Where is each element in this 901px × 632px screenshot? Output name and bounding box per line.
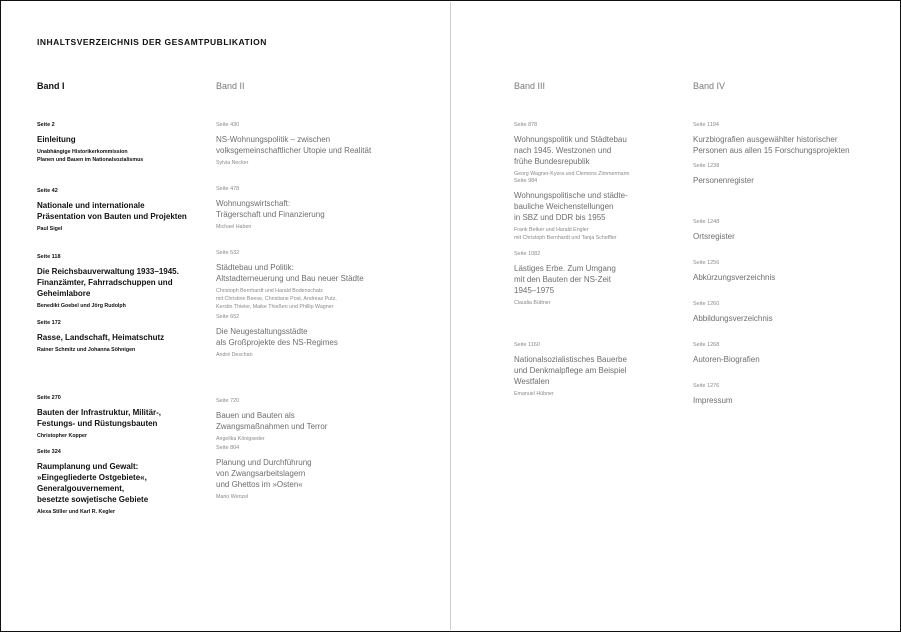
- toc-entry[interactable]: [37, 449, 207, 515]
- toc-page-number: Seite 1256: [693, 260, 720, 266]
- toc-entry[interactable]: [514, 342, 684, 417]
- toc-page-number: Seite 324: [37, 449, 61, 455]
- toc-entry-title-line: Wohnungspolitik und Städtebau: [514, 135, 627, 144]
- toc-entry-title-line: frühe Bundesrepublik: [514, 157, 590, 166]
- toc-page-number: Seite 1194: [693, 122, 719, 128]
- toc-entry-title-line: Rasse, Landschaft, Heimatschutz: [37, 333, 165, 342]
- toc-entry[interactable]: [693, 383, 883, 424]
- toc-entry-title-line: besetzte sowjetische Gebiete: [37, 495, 149, 504]
- toc-entry-title-line: und Denkmalpflege am Beispiel: [514, 366, 627, 375]
- toc-page-number: Seite 270: [37, 395, 61, 401]
- toc-entry-author-line: Unabhängige Historikerkommission: [37, 149, 128, 155]
- toc-entry[interactable]: [514, 251, 684, 342]
- toc-page-number: Seite 1248: [693, 219, 720, 225]
- toc-entry-title-line: Ortsregister: [693, 232, 735, 241]
- toc-entry-author-line: Mario Wenzel: [216, 494, 249, 500]
- toc-entry-title: [216, 410, 416, 432]
- toc-page-number: Seite 804: [216, 445, 240, 451]
- toc-entry-title-line: Westfalen: [514, 377, 550, 386]
- toc-entry-author: [216, 493, 416, 501]
- toc-entry-author: [216, 351, 416, 359]
- toc-entry[interactable]: [514, 122, 684, 178]
- toc-entry-title-line: Bauen und Bauten als: [216, 411, 295, 420]
- toc-entry[interactable]: [37, 254, 207, 320]
- toc-entry[interactable]: [693, 219, 883, 260]
- toc-entry[interactable]: [216, 314, 416, 398]
- toc-page-number: Seite 720: [216, 398, 240, 404]
- toc-page-number: Seite 430: [216, 122, 240, 128]
- toc-page-number: Seite 532: [216, 250, 240, 256]
- toc-entry-author-line: Claudia Büttner: [514, 300, 551, 306]
- toc-entry-author: [514, 390, 684, 398]
- toc-entry-author: [216, 159, 416, 167]
- toc-entry-title-line: Nationale und internationale: [37, 201, 145, 210]
- toc-entry-title-line: Personen aus allen 15 Forschungsprojekten: [693, 146, 850, 155]
- toc-entry-title-line: Die Neugestaltungsstädte: [216, 327, 308, 336]
- book-spine-divider: [450, 2, 451, 630]
- toc-entry[interactable]: [37, 395, 207, 449]
- toc-entry-title-line: von Zwangsarbeitslagern: [216, 469, 306, 478]
- toc-entry-title: [693, 231, 883, 242]
- toc-entry-title: [693, 354, 883, 365]
- toc-entry-title-line: Festungs- und Rüstungsbauten: [37, 419, 158, 428]
- toc-entry-author-line: Christopher Kopper: [37, 433, 88, 439]
- toc-entry-title: [693, 134, 883, 156]
- toc-entry-title: [514, 263, 684, 296]
- toc-entry-title: [514, 190, 684, 223]
- toc-entry-author-line: Georg Wagner-Kyora und Clemens Zimmermann: [514, 171, 630, 177]
- toc-entry-author: [514, 226, 684, 242]
- toc-entry-title-line: Die Reichsbauverwaltung 1933–1945.: [37, 267, 179, 276]
- toc-entry-title-line: »Eingegliederte Ostgebiete«,: [37, 473, 147, 482]
- toc-entry-author: [37, 432, 207, 440]
- toc-entry-title-line: Generalgouvernement,: [37, 484, 125, 493]
- toc-entry[interactable]: [37, 320, 207, 395]
- toc-entry-title-line: Städtebau und Politik:: [216, 263, 294, 272]
- toc-page-number: Seite 1082: [514, 251, 541, 257]
- toc-entry-title-line: und Ghettos im »Osten«: [216, 480, 303, 489]
- toc-entry-title-line: bauliche Weichenstellungen: [514, 202, 614, 211]
- toc-entry[interactable]: [693, 122, 883, 163]
- toc-entry[interactable]: [693, 301, 883, 342]
- toc-entry-title-line: Geheimlabore: [37, 289, 91, 298]
- band-heading: Band III: [514, 81, 546, 91]
- toc-entry-title-line: Wohnungswirtschaft:: [216, 199, 291, 208]
- toc-entry-author-line: Sylvia Necker: [216, 160, 249, 166]
- toc-entry-title-line: Abkürzungsverzeichnis: [693, 273, 776, 282]
- column-band-1: [37, 80, 207, 515]
- toc-entry-title-line: Altstadterneuerung und Bau neuer Städte: [216, 274, 364, 283]
- column-band-2: [216, 80, 416, 509]
- toc-entry[interactable]: [37, 188, 207, 254]
- toc-entry-title: [37, 332, 207, 343]
- toc-entry-title-line: als Großprojekte des NS-Regimes: [216, 338, 338, 347]
- toc-entry-title: [216, 134, 416, 156]
- toc-entry-title: [37, 407, 207, 429]
- toc-entry-title: [693, 395, 883, 406]
- toc-entry-title: [514, 354, 684, 387]
- toc-page-number: Seite 2: [37, 122, 55, 128]
- toc-entry-title: [216, 457, 416, 490]
- toc-entry-author-line: Christoph Bernhardt und Harald Bodenschatz: [216, 288, 323, 294]
- toc-entry-author-line: Kerstin Thieler, Maike Thießen und Phillip Wagner: [216, 304, 334, 310]
- toc-entry[interactable]: [693, 342, 883, 383]
- toc-entry-title-line: Autoren-Biografien: [693, 355, 760, 364]
- toc-page-number: Seite 1260: [693, 301, 720, 307]
- toc-entry-title-line: NS-Wohnungspolitik – zwischen: [216, 135, 331, 144]
- column-band-3: [514, 80, 684, 417]
- toc-entry-title: [693, 313, 883, 324]
- toc-entry-title-line: Wohnungspolitische und städte-: [514, 191, 628, 200]
- toc-entry-author-line: Planen und Bauen im Nationalsozialismus: [37, 157, 144, 163]
- toc-entry[interactable]: [216, 445, 416, 509]
- toc-entry[interactable]: [514, 178, 684, 251]
- toc-entry-author-line: Paul Sigel: [37, 226, 63, 232]
- toc-page-number: Seite 1268: [693, 342, 720, 348]
- toc-entry-title-line: Abbildungsverzeichnis: [693, 314, 773, 323]
- toc-entry[interactable]: [693, 260, 883, 301]
- toc-entry[interactable]: [693, 163, 883, 219]
- toc-entry-author: [514, 170, 684, 178]
- toc-entry-author: [37, 148, 207, 164]
- toc-entry-author-line: Alexa Stiller und Karl R. Kegler: [37, 509, 116, 515]
- band-heading: Band IV: [693, 81, 726, 91]
- toc-entry-author: [216, 287, 416, 311]
- toc-entry-title: [216, 198, 416, 220]
- toc-entry-author-line: Benedikt Goebel und Jörg Rudolph: [37, 303, 126, 309]
- toc-entry-author: [37, 346, 207, 354]
- toc-entry-title-line: Lästiges Erbe. Zum Umgang: [514, 264, 616, 273]
- toc-entry-title: [37, 266, 207, 299]
- page-title: INHALTSVERZEICHNIS DER GESAMTPUBLIKATION: [37, 37, 267, 47]
- toc-page-number: Seite 42: [37, 188, 58, 194]
- toc-entry-title-line: Kurzbiografien ausgewählter historischer: [693, 135, 838, 144]
- toc-entry-title-line: 1945–1975: [514, 286, 555, 295]
- toc-entry[interactable]: [216, 250, 416, 314]
- toc-entry-author: [37, 225, 207, 233]
- toc-page-number: Seite 878: [514, 122, 538, 128]
- toc-entry-author-line: mit Christine Beese, Christiane Post, Andreas Putz,: [216, 296, 337, 302]
- toc-entry-author-line: mit Christoph Bernhardt und Tanja Scheffler: [514, 235, 617, 241]
- toc-page-number: Seite 172: [37, 320, 61, 326]
- toc-page-number: Seite 984: [514, 178, 538, 184]
- toc-entry-title-line: Einleitung: [37, 135, 76, 144]
- toc-entry-author-line: Frank Betker und Harald Engler: [514, 227, 589, 233]
- toc-entry-title-line: volksgemeinschaftlicher Utopie und Realität: [216, 146, 372, 155]
- toc-entry[interactable]: [37, 122, 207, 188]
- toc-entry-author-line: André Deschan: [216, 352, 253, 358]
- toc-entry-title: [216, 262, 416, 284]
- toc-entry-title-line: Finanzämter, Fahrradschuppen und: [37, 278, 173, 287]
- toc-entry-title-line: Präsentation von Bauten und Projekten: [37, 212, 187, 221]
- toc-entry-title-line: Impressum: [693, 396, 733, 405]
- toc-page-number: Seite 1160: [514, 342, 540, 348]
- toc-entry-title-line: Nationalsozialistisches Bauerbe: [514, 355, 627, 364]
- toc-page-number: Seite 1276: [693, 383, 720, 389]
- toc-entry-title: [37, 200, 207, 222]
- toc-entry-title: [693, 272, 883, 283]
- toc-entry-title: [693, 175, 883, 186]
- toc-entry-author: [514, 299, 684, 307]
- toc-entry-author: [216, 435, 416, 443]
- toc-page-number: Seite 478: [216, 186, 240, 192]
- toc-entry-author: [37, 508, 207, 516]
- band-heading: Band I: [37, 81, 65, 91]
- band-heading: Band II: [216, 81, 245, 91]
- toc-entry[interactable]: [216, 186, 416, 250]
- toc-entry-title: [514, 134, 684, 167]
- toc-entry-title-line: in SBZ und DDR bis 1955: [514, 213, 606, 222]
- toc-entry-title: [37, 134, 207, 145]
- toc-entry[interactable]: [216, 122, 416, 186]
- toc-entry-title-line: Personenregister: [693, 176, 754, 185]
- toc-entry-title: [216, 326, 416, 348]
- toc-entry-author-line: Rainer Schmitz und Johanna Söhnigen: [37, 347, 136, 353]
- toc-page-number: Seite 1238: [693, 163, 720, 169]
- toc-entry-author-line: Angelika Königseder: [216, 436, 265, 442]
- toc-page-number: Seite 652: [216, 314, 240, 320]
- toc-entry-author-line: Michael Haben: [216, 224, 252, 230]
- toc-entry[interactable]: [216, 398, 416, 445]
- column-band-4: [693, 80, 883, 424]
- toc-entry-title-line: mit den Bauten der NS-Zeit: [514, 275, 611, 284]
- toc-page-number: Seite 118: [37, 254, 61, 260]
- toc-entry-title: [37, 461, 207, 505]
- toc-entry-author-line: Emanuel Hübner: [514, 391, 554, 397]
- toc-entry-title-line: Planung und Durchführung: [216, 458, 312, 467]
- toc-entry-title-line: Raumplanung und Gewalt:: [37, 462, 139, 471]
- toc-entry-title-line: Trägerschaft und Finanzierung: [216, 210, 325, 219]
- toc-entry-title-line: Bauten der Infrastruktur, Militär-,: [37, 408, 162, 417]
- toc-entry-title-line: nach 1945. Westzonen und: [514, 146, 612, 155]
- toc-entry-author: [37, 302, 207, 310]
- toc-entry-author: [216, 223, 416, 231]
- toc-entry-title-line: Zwangsmaßnahmen und Terror: [216, 422, 328, 431]
